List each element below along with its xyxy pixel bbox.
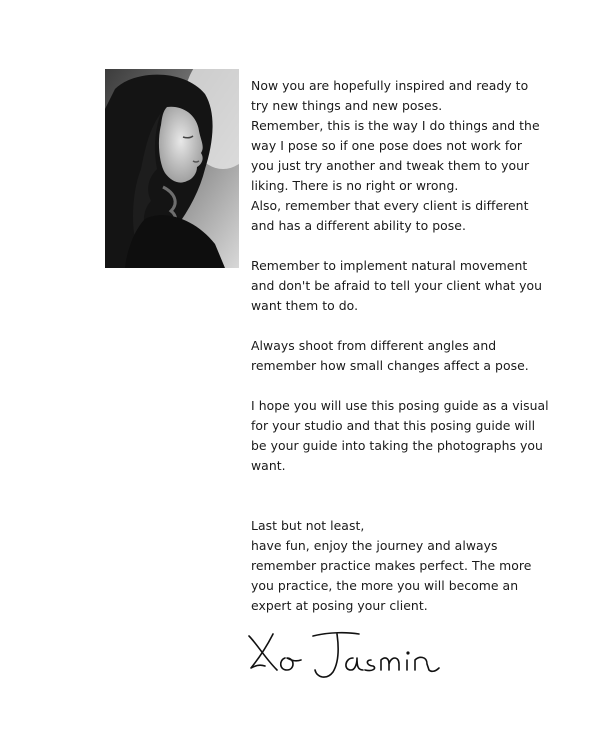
text-line: want them to do. [251,298,359,313]
text-line: you practice, the more you will become an [251,578,519,593]
text-line: Remember, this is the way I do things and the [251,118,540,133]
text-line: Remember to implement natural movement [251,258,528,273]
angles-paragraph [251,336,571,376]
movement-paragraph [251,256,571,316]
closing-paragraph [251,516,571,616]
text-line: have fun, enjoy the journey and always [251,538,498,553]
text-line: and don't be afraid to tell your client what you [251,278,543,293]
text-line: I hope you will use this posing guide as a visual [251,398,549,413]
text-line: remember practice makes perfect. The more [251,558,532,573]
text-line: expert at posing your client. [251,598,428,613]
text-line: try new things and new poses. [251,98,443,113]
letter-body [251,76,571,616]
text-line: Now you are hopefully inspired and ready to [251,78,529,93]
text-line: Always shoot from different angles and [251,338,497,353]
text-line: you just try another and tweak them to your [251,158,530,173]
text-line: liking. There is no right or wrong. [251,178,459,193]
portrait-photo [105,69,239,268]
portrait-image [105,69,239,268]
text-line: want. [251,458,286,473]
text-line: be your guide into taking the photographs you [251,438,543,453]
guide-paragraph [251,396,571,476]
text-line: and has a different ability to pose. [251,218,466,233]
intro-paragraph [251,76,571,236]
text-line: remember how small changes affect a pose. [251,358,529,373]
text-line: Last but not least, [251,518,365,533]
text-line: way I pose so if one pose does not work for [251,138,523,153]
handwritten-signature [243,622,443,682]
text-line: Also, remember that every client is different [251,198,529,213]
signature [243,622,443,682]
text-line: for your studio and that this posing guide will [251,418,536,433]
